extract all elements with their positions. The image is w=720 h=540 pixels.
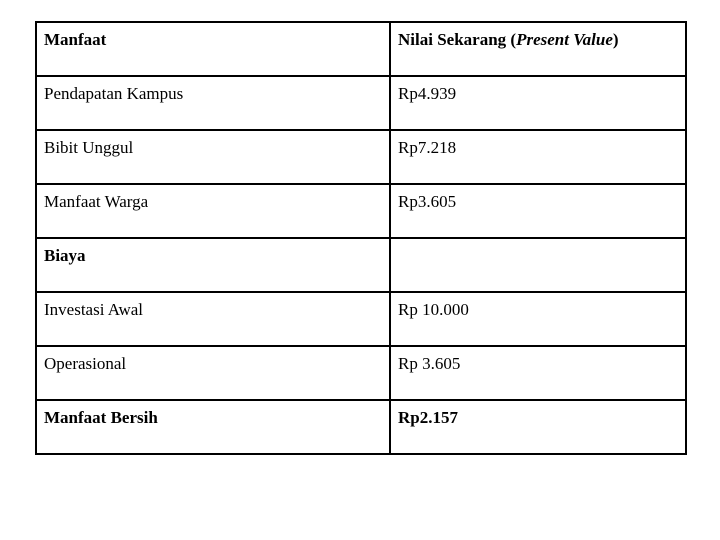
- header-cell-manfaat: Manfaat: [36, 22, 390, 76]
- row-label: Manfaat Warga: [36, 184, 390, 238]
- table-row-biaya: [36, 238, 686, 292]
- row-value: Rp 3.605: [390, 346, 686, 400]
- row-label: Operasional: [36, 346, 390, 400]
- row-label: Bibit Unggul: [36, 130, 390, 184]
- section-label-biaya: Biaya: [36, 238, 390, 292]
- table-row-bibit-unggul: [36, 130, 686, 184]
- header-cell-present-value: [390, 22, 686, 76]
- table-row-pendapatan-kampus: [36, 76, 686, 130]
- row-value: Rp7.218: [390, 130, 686, 184]
- row-value-total: Rp2.157: [390, 400, 686, 454]
- row-label: Investasi Awal: [36, 292, 390, 346]
- header-prefix-text: Nilai Sekarang (: [398, 30, 517, 49]
- row-value: Rp3.605: [390, 184, 686, 238]
- header-italic-text: Present Value: [516, 30, 613, 49]
- row-label-total: Manfaat Bersih: [36, 400, 390, 454]
- table-row-manfaat-bersih: [36, 400, 686, 454]
- table-row-investasi-awal: [36, 292, 686, 346]
- table-header-row: [36, 22, 686, 76]
- row-label: Pendapatan Kampus: [36, 76, 390, 130]
- row-value: Rp4.939: [390, 76, 686, 130]
- table-row-operasional: [36, 346, 686, 400]
- row-value-empty: [390, 238, 686, 292]
- table-row-manfaat-warga: [36, 184, 686, 238]
- row-value: Rp 10.000: [390, 292, 686, 346]
- header-suffix-text: ): [612, 30, 619, 49]
- present-value-table: [35, 21, 687, 455]
